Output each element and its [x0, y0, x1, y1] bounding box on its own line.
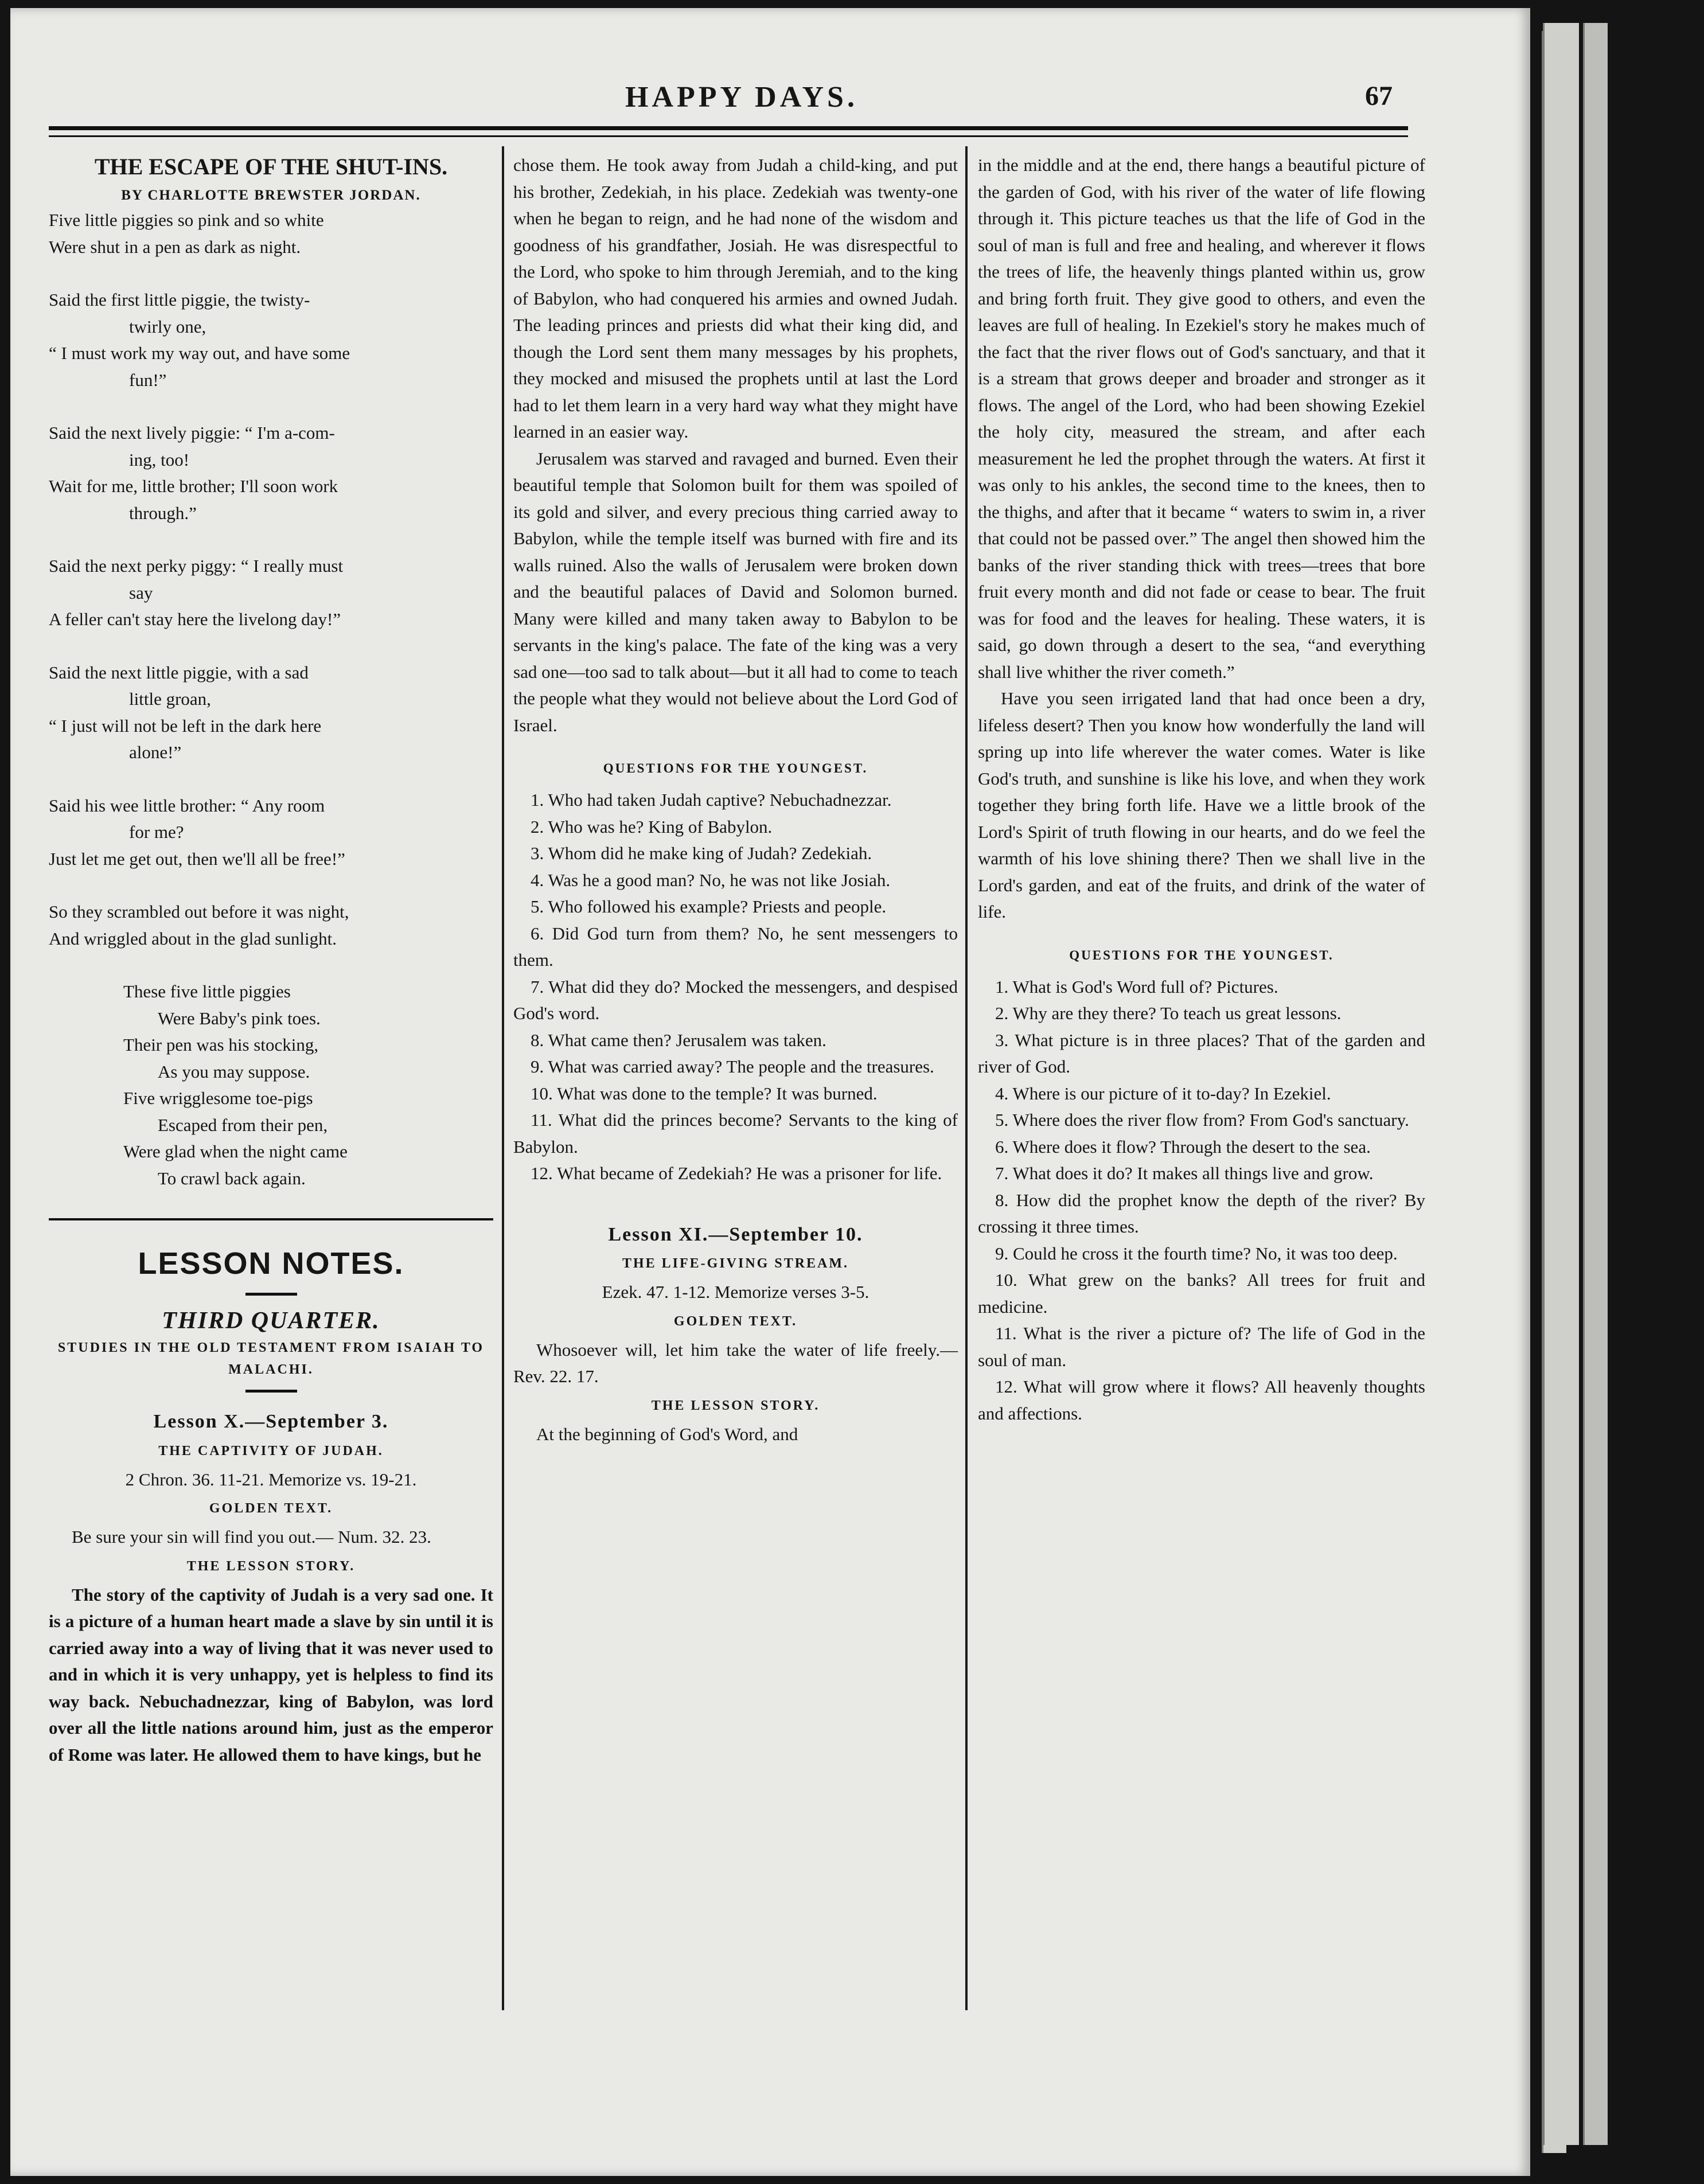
section-divider	[49, 1218, 493, 1220]
poem-line: “ I must work my way out, and have some	[49, 343, 350, 363]
poem-line: through.”	[129, 502, 197, 523]
poem-line: And wriggled about in the glad sunlight.	[49, 928, 337, 949]
poem-line: Their pen was his stocking,	[123, 1035, 319, 1055]
page-edge-stack	[1543, 23, 1579, 2145]
lesson-10-heading: Lesson X.—September 3.	[153, 1411, 389, 1432]
poem-line: Said the first little piggie, the twisty-	[49, 290, 310, 310]
poem-line: fun!”	[129, 369, 167, 390]
questions-label: QUESTIONS FOR THE YOUNGEST.	[1069, 947, 1334, 962]
question-item: 3. What picture is in three places? That of the garden and river of God.	[978, 1029, 1425, 1077]
poem-line: Were glad when the night came	[123, 1141, 348, 1161]
question-item: 9. What was carried away? The people and the treasures.	[531, 1056, 934, 1077]
lesson-story-label: THE LESSON STORY.	[651, 1398, 820, 1413]
question-item: 10. What was done to the temple? It was burned.	[531, 1083, 878, 1103]
lesson-10-reference: 2 Chron. 36. 11-21. Memorize vs. 19-21.	[125, 1469, 417, 1489]
question-item: 6. Did God turn from them? No, he sent messengers to them.	[513, 923, 958, 970]
poem-final-stanza	[49, 978, 493, 1192]
question-item: 2. Why are they there? To teach us great lessons.	[995, 1003, 1342, 1023]
golden-text-label: GOLDEN TEXT.	[209, 1501, 333, 1516]
lesson-11-story-p1-cont: in the middle and at the end, there hangs a beautiful picture of the garden of God, with his river of the water of life flowing through it. This picture teaches us that the life of God in the soul of man is full and free and healing, and wherever it flows the trees of life, the heavenly things planted within us, grow and bring forth fruit. They give good to others, and even the leaves are full of healing. In Ezekiel's story he makes much of the fact that the river flows out of God's sanctuary, and that it is a stream that grows deeper and broader and stronger as it flows. The angel of the Lord, who had been showing Ezekiel the holy city, measured the stream, and after each measurement he led the prophet through the waters. At first it was only to his ankles, the second time to the knees, then to the thighs, and after that it became “ waters to swim in, a river that could not be passed over.” The angel then showed him the banks of the river standing thick with trees—trees that bore fruit every month and did not fade or cease to bear. The fruit was for food and the leaves for healing. These waters, it is said, go down through a desert to the sea, “and everything shall live whither the river cometh.”	[978, 155, 1425, 682]
poem-stanza	[49, 660, 493, 766]
question-item: 8. What came then? Jerusalem was taken.	[531, 1029, 826, 1050]
question-item: 10. What grew on the banks? All trees for fruit and medicine.	[978, 1270, 1425, 1317]
question-item: 12. What became of Zedekiah? He was a prisoner for life.	[531, 1163, 942, 1183]
poem-stanza	[49, 207, 493, 260]
poem-line: Were Baby's pink toes.	[158, 1008, 321, 1028]
question-item: 1. Who had taken Judah captive? Nebuchadnezzar.	[531, 790, 892, 810]
lesson-10-story-p1: The story of the captivity of Judah is a very sad one. It is a picture of a human heart made a slave by sin until it is carried away into a way of living that it was never used to and in which it is very unhappy, yet is helpless to find its way back. Nebuchadnezzar, king of Babylon, was lord over all the little nations around him, just as the emperor of Rome was later. He allowed them to have kings, but he	[49, 1584, 493, 1765]
header-rule-thin	[49, 135, 1408, 137]
page-number: 67	[1365, 81, 1393, 111]
poem-line: say	[129, 582, 153, 603]
header-rule	[49, 126, 1408, 130]
poem-line: So they scrambled out before it was night,	[49, 902, 349, 922]
questions-label: QUESTIONS FOR THE YOUNGEST.	[603, 761, 868, 775]
column-divider	[965, 146, 968, 2010]
question-item: 4. Where is our picture of it to-day? In Ezekiel.	[995, 1083, 1331, 1103]
question-item: 11. What did the princes become? Servants to the king of Babylon.	[513, 1110, 958, 1157]
question-item: 2. Who was he? King of Babylon.	[531, 816, 773, 837]
poem-line: Said the next lively piggie: “ I'm a-com-	[49, 423, 335, 443]
question-item: 9. Could he cross it the fourth time? No, it was too deep.	[995, 1243, 1398, 1263]
poem-stanza	[49, 420, 493, 526]
poem-line: These five little piggies	[123, 981, 291, 1001]
question-item: 11. What is the river a picture of? The life of God in the soul of man.	[978, 1323, 1425, 1370]
page-edge-stack-2	[1583, 23, 1608, 2145]
question-item: 7. What does it do? It makes all things live and grow.	[995, 1163, 1374, 1183]
lesson-11-golden-text: Whosoever will, let him take the water of life freely.—Rev. 22. 17.	[513, 1339, 958, 1386]
studies-subtitle: STUDIES IN THE OLD TESTAMENT FROM ISAIAH TO MALACHI.	[57, 1340, 485, 1377]
question-item: 8. How did the prophet know the depth of the river? By crossing it three times.	[978, 1190, 1425, 1237]
lesson-10-golden-text: Be sure your sin will find you out.— Num. 32. 23.	[72, 1527, 431, 1547]
poem-line: Said his wee little brother: “ Any room	[49, 795, 325, 816]
lesson-11-heading: Lesson XI.—September 10.	[608, 1223, 863, 1245]
column-3	[978, 152, 1425, 1427]
lesson-10-subtitle: THE CAPTIVITY OF JUDAH.	[158, 1443, 384, 1458]
question-item: 12. What will grow where it flows? All heavenly thoughts and affections.	[978, 1376, 1425, 1424]
poem-line: Said the next little piggie, with a sad	[49, 662, 309, 682]
lesson-10-story-p1-cont: chose them. He took away from Judah a child-king, and put his brother, Zedekiah, in his place. Zedekiah was twenty-one when he began to reign, and he had none of the wisdom and goodness of his grandfather, Josiah. He was disrespectful to the Lord, who spoke to him through Jeremiah, and to the king of Babylon, who had conquered his armies and owned Judah. The leading princes and priests did what their king did, and though the Lord sent them many messages by his prophets, they mocked and misused the prophets until at last the Lord had to let them learn in a very hard way what they might have learned in an easier way.	[513, 155, 958, 442]
poem-line: for me?	[129, 822, 184, 842]
lesson-10-story-p2: Jerusalem was starved and ravaged and burned. Even their beautiful temple that Solomon built for them was spoiled of its gold and silver, and every precious thing carried away to Babylon, while the temple itself was burned with fire and its walls ruined. Also the walls of Jerusalem were broken down and the beautiful palaces of David and Solomon burned. Many were killed and many taken away to Babylon to be servants in the king's palace. The fate of the king was a very sad one—too sad to talk about—but it all had to come to teach the people what they would not believe about the Lord God of Israel.	[513, 448, 958, 735]
question-item: 4. Was he a good man? No, he was not like Josiah.	[531, 869, 891, 890]
poem-line: Wait for me, little brother; I'll soon work	[49, 476, 338, 496]
poem-stanza	[49, 287, 493, 393]
question-item: 1. What is God's Word full of? Pictures.	[995, 976, 1278, 997]
poem-line: twirly one,	[129, 316, 206, 337]
poem-stanza	[49, 793, 493, 873]
question-item: 5. Who followed his example? Priests and people.	[531, 896, 887, 916]
quarter-heading: THIRD QUARTER.	[162, 1308, 380, 1334]
poem-title: THE ESCAPE OF THE SHUT-INS.	[94, 154, 448, 180]
poem-line: little groan,	[129, 689, 211, 709]
question-item: 6. Where does it flow? Through the desert to the sea.	[995, 1136, 1371, 1157]
poem-line: As you may suppose.	[158, 1061, 310, 1082]
poem-line: Just let me get out, then we'll all be free!”	[49, 848, 345, 869]
poem-byline: BY CHARLOTTE BREWSTER JORDAN.	[121, 188, 421, 203]
running-header: HAPPY DAYS.	[625, 81, 858, 114]
dash-ornament	[245, 1293, 297, 1296]
lesson-story-label: THE LESSON STORY.	[186, 1558, 356, 1574]
poem-line: Five wrigglesome toe-pigs	[123, 1088, 313, 1108]
lesson-11-reference: Ezek. 47. 1-12. Memorize verses 3-5.	[602, 1282, 869, 1302]
question-item: 7. What did they do? Mocked the messengers, and despised God's word.	[513, 976, 958, 1023]
poem-line: alone!”	[129, 742, 182, 762]
lesson-10-questions	[513, 787, 958, 1187]
column-2	[513, 152, 958, 1448]
poem-line: To crawl back again.	[158, 1168, 306, 1188]
poem-stanzas	[49, 207, 493, 952]
lesson-11-story-p1: At the beginning of God's Word, and	[536, 1424, 798, 1444]
poem-line: ing, too!	[129, 449, 190, 470]
question-item: 3. Whom did he make king of Judah? Zedekiah.	[531, 843, 872, 863]
poem-stanza	[49, 899, 493, 952]
dash-ornament	[245, 1390, 297, 1393]
lesson-11-subtitle: THE LIFE-GIVING STREAM.	[622, 1256, 849, 1271]
poem-line: A feller can't stay here the livelong day!”	[49, 609, 341, 629]
poem-line: “ I just will not be left in the dark here	[49, 715, 322, 736]
golden-text-label: GOLDEN TEXT.	[673, 1313, 798, 1329]
poem-line: Said the next perky piggy: “ I really must	[49, 556, 344, 576]
lesson-notes-heading: LESSON NOTES.	[138, 1246, 404, 1281]
poem-stanza	[49, 553, 493, 633]
poem-line: Were shut in a pen as dark as night.	[49, 236, 301, 257]
lesson-11-questions	[978, 974, 1425, 1428]
column-1	[49, 152, 493, 1768]
poem-line: Escaped from their pen,	[158, 1114, 328, 1135]
column-divider	[502, 146, 504, 2010]
question-item: 5. Where does the river flow from? From God's sanctuary.	[995, 1110, 1409, 1130]
poem-line: Five little piggies so pink and so white	[49, 210, 324, 230]
lesson-11-story-p2: Have you seen irrigated land that had once been a dry, lifeless desert? Then you know how wonderfully the land will spring up into life wherever the water comes. Water is like God's truth, and sunshine is like his love, and when they work together they bring forth life. Have we a little brook of the Lord's Spirit of truth flowing in our hearts, and do we feel the warmth of his love shining there? Then we shall live in the Lord's garden, and eat of the fruits, and drink of the water of life.	[978, 688, 1425, 922]
